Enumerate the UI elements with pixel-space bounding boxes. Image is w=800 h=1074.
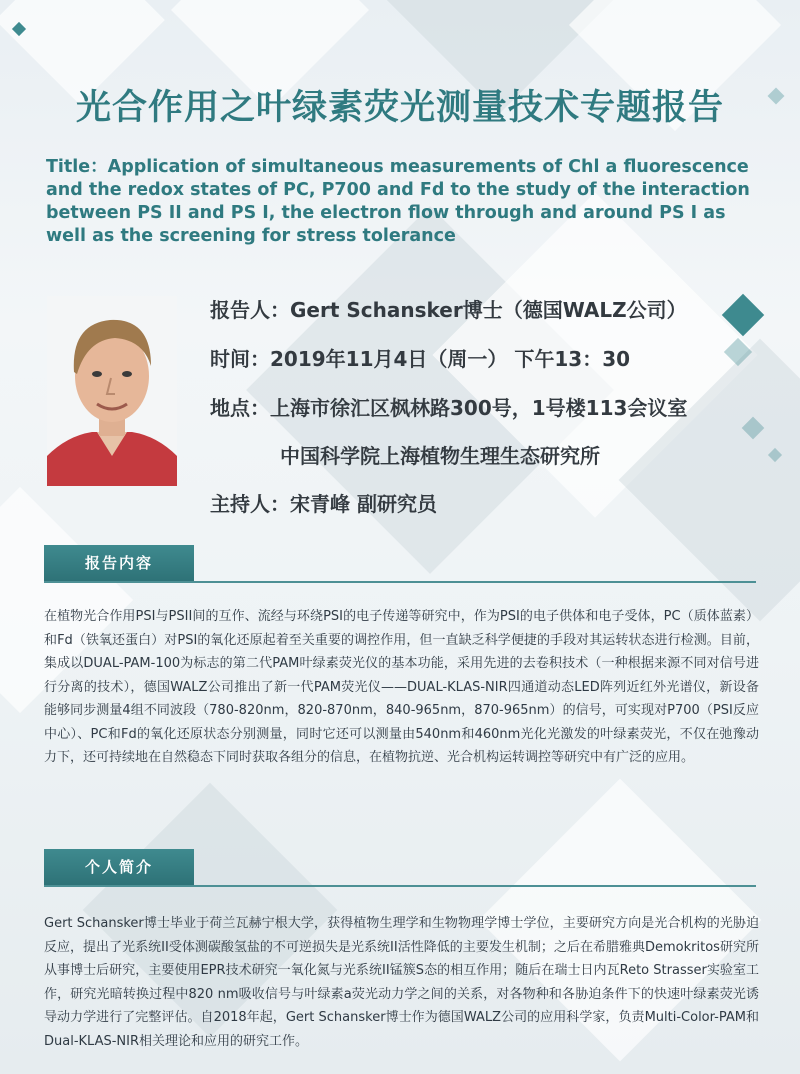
institute-line: 中国科学院上海植物生理生态研究所 bbox=[280, 444, 600, 468]
bio-section-header: 个人简介 bbox=[44, 849, 194, 885]
speaker-line: 报告人：Gert Schansker博士（德国WALZ公司） bbox=[210, 298, 687, 322]
bio-section-divider bbox=[44, 885, 756, 887]
report-paragraph: 在植物光合作用PSI与PSII间的互作、流经与环绕PSI的电子传递等研究中，作为PSI的电子供体和电子受体，PC（质体蓝素）和Fd（铁氧还蛋白）对PSI的氧化还原起着至关重要的调控作用，但一直缺乏科学便捷的手段对其运转状态进行检测。目前，集成以DUAL-PAM-100为标志的第二代PAM叶绿素荧光仪的基本功能，采用先进的去卷积技术（一种根据来源不同对信号进行分离的技术），德国WALZ公司推出了新一代PAM荧光仪——DUAL-KLAS-NIR四通道动态LED阵列近红外光谱仪，新设备能够同步测量4组不同波段（780-820nm，820-870nm，840-965nm，870-965nm）的信号，可实现对P700（PSI反应中心）、PC和Fd的氧化还原状态分别测量，同时它还可以测量由540nm和460nm光化光激发的叶绿素荧光，不仅在弛豫动力下，还可持续地在自然稳态下同时获取各组分的信息，在植物抗逆、光合机构运转调控等研究中有广泛的应用。 bbox=[44, 609, 759, 765]
time-line: 时间：2019年11月4日（周一） 下午13：30 bbox=[210, 347, 631, 371]
bio-paragraph: Gert Schansker博士毕业于荷兰瓦赫宁根大学，获得植物生理学和生物物理学博士学位，主要研究方向是光合机构的光胁迫反应，提出了光系统II受体测碳酸氢盐的不可逆损失是光系统II活性降低的主要发生机制；之后在希腊雅典Demokritos研究所从事博士后研究，主要使用EPR技术研究一氧化氮与光系统II锰簇S态的相互作用；随后在瑞士日内瓦Reto Strasser实验室工作，研究光暗转换过程中820 nm吸收信号与叶绿素a荧光动力学之间的关系，对各物种和各胁迫条件下的快速叶绿素荧光诱导动力学进行了完整评估。自2018年起，Gert Schansker博士作为德国WALZ公司的应用科学家，负责Multi-Color-PAM和Dual-KLAS-NIR相关理论和应用的研究工作。 bbox=[44, 916, 759, 1049]
place-line: 地点：上海市徐汇区枫林路300号，1号楼113会议室 bbox=[210, 396, 688, 420]
report-section-header: 报告内容 bbox=[44, 545, 194, 581]
main-title: 光合作用之叶绿素荧光测量技术专题报告 bbox=[75, 88, 724, 128]
host-line: 主持人：宋青峰 副研究员 bbox=[210, 492, 437, 516]
report-section-divider bbox=[44, 581, 756, 583]
talk-title-english: Title：Application of simultaneous measurements of Chl a fluorescence and the redox states of PC, P700 and Fd to the study of the interaction between PS II and PS I, the electron flow through and around PS I as well as the screening for stress tolerance bbox=[46, 157, 750, 246]
speaker-photo bbox=[47, 296, 177, 486]
